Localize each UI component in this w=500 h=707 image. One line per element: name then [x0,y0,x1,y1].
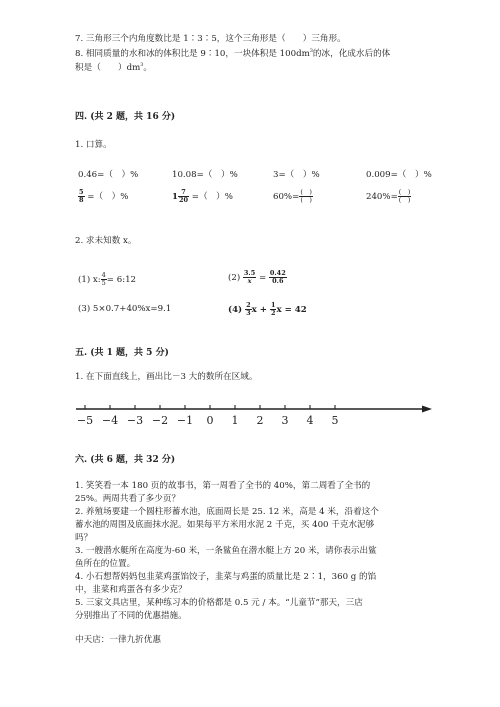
fraction: $\frac{5}{8}$ [79,188,84,205]
number-line-tick-label: 1 [231,414,239,427]
section-6-q3-line-2: 鱼所在的位置。 [75,559,136,569]
number-line-tick-label: 0 [206,414,214,427]
oral-r2c2: 1 $\frac{7}{20}$ =（ ）% [172,188,233,205]
number-line-tick-label: −2 [151,414,169,427]
section-6-q2-line-3: 吗？ [75,533,93,543]
fraction: $\frac{2}{3}$ [246,301,251,318]
store-offer: 中天店：一律九折优惠 [75,635,161,645]
fraction: $\frac{1}{2}$ [270,301,276,318]
question-8-line-1: 8. 相同质量的水和冰的体积比是 9∶10，一块体积是 $100dm^3$的冰，化成水后的体 [75,48,391,59]
oral-r2c4: 240%= $\frac{( )}{( )}$ [366,188,411,205]
number-line-tick-label: 5 [331,414,339,427]
oral-r1c2: 10.08=（ ）% [172,170,238,180]
section-6-q5-line-1: 5. 三家文具店里，某种练习本的价格都是 0.5 元 / 本。“儿童节”那天，三店 [75,598,363,608]
number-line-tick-label: 4 [306,414,314,427]
number-line-tick-label: −3 [126,414,144,427]
fraction: $\frac{3.5}{x}$ [243,269,256,286]
fraction: $\frac{0.42}{0.6}$ [269,269,286,286]
section-6-q3-line-1: 3. 一艘潜水艇所在高度为-60 米，一条鲨鱼在潜水艇上方 20 米，请你表示出鲨 [75,546,377,556]
section-6-heading: 六. (共 6 题，共 32 分) [75,455,176,465]
section-5-q1: 1. 在下面直线上，画出比－3 大的数所在区域。 [75,372,258,382]
oral-r1c1: 0.46=（ ）% [78,170,139,180]
section-6-q4-line-2: 中，韭菜和鸡蛋各有多少克？ [75,585,187,595]
number-line-tick-label: 2 [256,414,264,427]
section-6-q1-line-2: 25%。两周共看了多少页？ [75,494,181,504]
section-6-q2-line-1: 2. 养殖场要建一个圆柱形蓄水池，底面周长是 25. 12 米，高是 4 米，沿着这个 [75,507,379,517]
fraction: $\frac{7}{20}$ [178,188,189,205]
oral-r2c1: $\frac{5}{8}$ =（ ）% [79,188,129,205]
equation-1: (1) x: $\frac{4}{5}$ = 6:12 [78,271,137,288]
fraction: $\frac{( )}{( )}$ [398,188,411,205]
number-line-tick-label: −5 [76,414,94,427]
fraction: $\frac{4}{5}$ [101,271,106,288]
number-line-arrow [422,406,432,413]
section-4-q1-title: 1. 口算。 [75,140,112,150]
question-7: 7. 三角形三个内角度数比是 1∶3∶5，这个三角形是（ ）三角形。 [75,34,346,44]
equation-4: (4) $\frac{2}{3}$ x + $\frac{1}{2}$ x = 42 [228,301,307,318]
oral-r1c4: 0.009=（ ）% [366,170,432,180]
number-line [60,398,450,434]
number-line-tick-label: −1 [176,414,194,427]
equation-3: (3) 5×0.7+40%x=9.1 [78,304,172,314]
oral-r2c3: 60%= $\frac{( )}{( )}$ [273,188,312,205]
section-6-q5-line-2: 分别推出了不同的优惠措施。 [75,611,187,621]
section-4-q2-title: 2. 求未知数 x。 [75,236,137,246]
number-line-ticks [77,405,339,427]
fraction: $\frac{( )}{( )}$ [300,188,312,205]
section-6-q2-line-2: 蓄水池的周围及底面抹水泥。如果每平方米用水泥 2 千克，买 400 千克水泥够 [75,520,375,530]
number-line-tick-label: −4 [101,414,119,427]
question-8-line-2: 积是（ ）$dm^3$。 [75,62,153,73]
section-5-heading: 五. (共 1 题，共 5 分) [75,348,169,358]
equation-2: (2) $\frac{3.5}{x}$ = $\frac{0.42}{0.6}$ [228,269,286,286]
number-line-tick-label: 3 [281,414,289,427]
section-4-heading: 四. (共 2 题，共 16 分) [75,112,176,122]
section-6-q4-line-1: 4. 小石想帮妈妈包韭菜鸡蛋馅饺子，韭菜与鸡蛋的质量比是 2∶1，360 g 的馅 [75,572,377,582]
oral-r1c3: 3=（ ）% [273,170,320,180]
section-6-q1-line-1: 1. 笑笑看一本 180 页的故事书，第一周看了全书的 40%，第二周看了全书的 [75,481,371,491]
